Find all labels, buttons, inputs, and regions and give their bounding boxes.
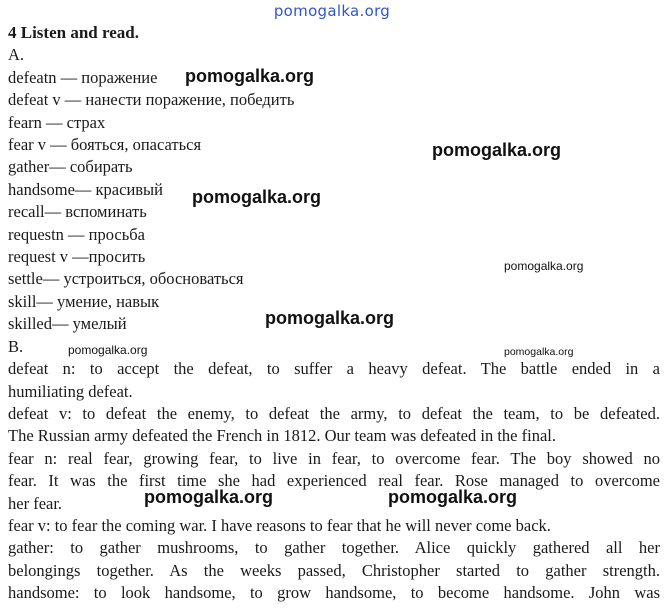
header-watermark: pomogalka.org bbox=[273, 2, 391, 20]
usage-paragraphs bbox=[8, 358, 660, 604]
vocab-item: defeatn — поражение bbox=[8, 67, 158, 87]
watermark-stamp: pomogalka.org bbox=[504, 259, 584, 273]
vocab-item: gather— собирать bbox=[8, 157, 133, 177]
watermark-stamp: pomogalka.org bbox=[504, 346, 574, 358]
vocab-item: fear v — бояться, опасаться bbox=[8, 135, 202, 155]
watermark-stamp: pomogalka.org bbox=[192, 187, 322, 207]
watermark-stamp: pomogalka.org bbox=[265, 308, 395, 328]
vocab-item: skilled— умелый bbox=[8, 314, 127, 334]
vocab-item: handsome— красивый bbox=[8, 179, 163, 199]
usage-line: defeat v: to defeat the enemy, to defeat the army, to defeat the team, to be defeated. bbox=[8, 403, 660, 423]
vocabulary-list bbox=[8, 67, 660, 336]
vocab-item: fearn — страх bbox=[8, 112, 106, 132]
usage-line: her fear. bbox=[8, 493, 63, 513]
vocab-item: settle— устроиться, обосноваться bbox=[8, 269, 244, 289]
usage-line: handsome: to look handsome, to grow handsome, to become handsome. John was bbox=[8, 583, 660, 603]
usage-line: gather: to gather mushrooms, to gather together. Alice quickly gathered all her bbox=[8, 538, 660, 558]
usage-line: fear v: to fear the coming war. I have reasons to fear that he will never come back. bbox=[8, 515, 551, 535]
vocab-item: requestn — просьба bbox=[8, 224, 145, 244]
watermark-stamp: pomogalka.org bbox=[68, 343, 148, 357]
usage-line: belongings together. As the weeks passed, Christopher started to gather strength. bbox=[8, 560, 660, 580]
vocab-item: request v —просить bbox=[8, 247, 146, 267]
vocab-item: recall— вспоминать bbox=[8, 202, 147, 222]
usage-line: The Russian army defeated the French in 1812. Our team was defeated in the final. bbox=[8, 426, 556, 446]
section-b-label: B. bbox=[8, 336, 24, 356]
usage-line: defeat n: to accept the defeat, to suffer a heavy defeat. The battle ended in a bbox=[8, 359, 660, 379]
watermark-stamp: pomogalka.org bbox=[144, 487, 274, 507]
vocab-item: defeat v — нанести поражение, победить bbox=[8, 90, 295, 110]
usage-line: fear n: real fear, growing fear, to live in fear, to overcome fear. The boy showed no bbox=[8, 448, 660, 468]
watermark-stamp: pomogalka.org bbox=[388, 487, 518, 507]
watermark-stamp: pomogalka.org bbox=[185, 66, 315, 86]
vocab-item: skill— умение, навык bbox=[8, 291, 160, 311]
watermark-stamp: pomogalka.org bbox=[432, 140, 562, 160]
usage-line: fear. It was the first time she had experienced real fear. Rose managed to overcome bbox=[8, 471, 660, 491]
section-a-label: A. bbox=[8, 45, 25, 65]
usage-line: humiliating defeat. bbox=[8, 381, 133, 401]
exercise-title: 4 Listen and read. bbox=[8, 23, 139, 42]
